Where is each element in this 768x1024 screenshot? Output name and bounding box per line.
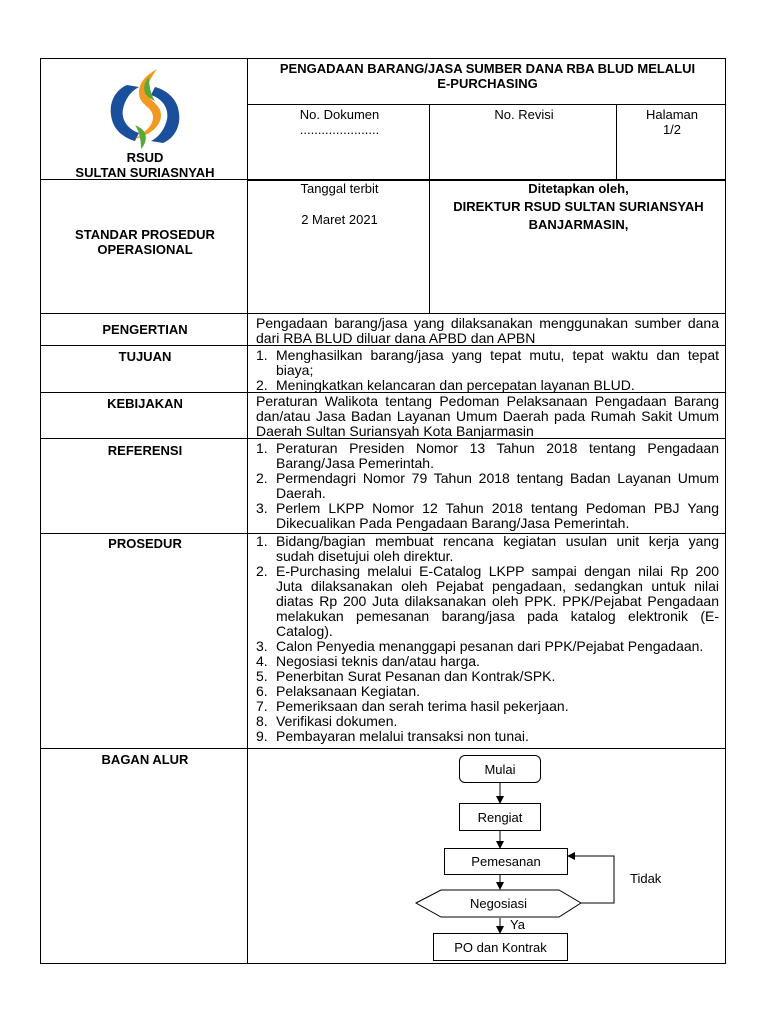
flow-node-po-kontrak: PO dan Kontrak [433, 933, 568, 961]
list-item-number: 7. [256, 698, 268, 714]
page-value: 1/2 [662, 122, 682, 137]
list-item-text: Pelaksanaan Kegiatan. [276, 683, 420, 699]
list-item-text: Calon Penyedia menanggapi pesanan dari PPK/Pejabat Pengadaan. [276, 638, 704, 654]
list-item-text: Verifikasi dokumen. [276, 713, 398, 729]
revision-label: No. Revisi [494, 107, 554, 122]
tujuan-list [252, 348, 719, 393]
bagan-alur-label-cell [40, 748, 248, 964]
list-item [252, 639, 719, 654]
prosedur-label-cell [40, 533, 248, 749]
list-item-number: 1. [256, 533, 268, 549]
flow-node-pemesanan: Pemesanan [444, 848, 568, 875]
page-cell [616, 104, 726, 181]
list-item-text: Negosiasi teknis dan/atau harga. [276, 653, 480, 669]
pengertian-label-cell [40, 313, 248, 346]
list-item-number: 2. [256, 563, 268, 579]
tujuan-label-cell [40, 345, 248, 393]
approval-line3: BANJARMASIN, [528, 217, 629, 232]
pengertian-text: Pengadaan barang/jasa yang dilaksanakan menggunakan sumber dana dari RBA BLUD diluar dana APBD dan APBN [256, 315, 719, 346]
list-item [252, 471, 719, 501]
list-item [252, 441, 719, 471]
flow-node-mulai: Mulai [459, 755, 541, 783]
list-item [252, 564, 719, 639]
list-item-text: Pemeriksaan dan serah terima hasil pekerjaan. [276, 698, 569, 714]
list-item-number: 2. [256, 377, 268, 393]
list-item [252, 684, 719, 699]
list-item [252, 714, 719, 729]
flow-label-ya: Ya [510, 917, 525, 932]
doc-title-line2: E-PURCHASING [437, 76, 538, 91]
sop-document [40, 58, 726, 964]
doc-title-line1: PENGADAAN BARANG/JASA SUMBER DANA RBA BLUD MELALUI [279, 61, 696, 76]
list-item-number: 6. [256, 683, 268, 699]
list-item-text: Menghasilkan barang/jasa yang tepat mutu, tepat waktu dan tepat biaya; [276, 347, 719, 378]
flow-node-rengiat: Rengiat [459, 803, 541, 831]
kebijakan-content-cell [247, 392, 726, 439]
pengertian-content-cell [247, 313, 726, 346]
approval-cell [429, 179, 726, 314]
org-name-line1: RSUD [126, 150, 164, 165]
list-item [252, 729, 719, 744]
list-item-text: Peraturan Presiden Nomor 13 Tahun 2018 tentang Pengadaan Barang/Jasa Pemerintah. [276, 440, 719, 471]
referensi-list [252, 441, 719, 531]
list-item-text: Bidang/bagian membuat rencana kegiatan usulan unit kerja yang sudah disetujui oleh direktur. [276, 533, 719, 564]
list-item-number: 5. [256, 668, 268, 684]
list-item-text: Perlem LKPP Nomor 12 Tahun 2018 tentang Pedoman PBJ Yang Dikecualikan Pada Pengadaan Barang/Jasa Pemerintah. [276, 500, 719, 531]
list-item-number: 1. [256, 440, 268, 456]
list-item-text: Penerbitan Surat Pesanan dan Kontrak/SPK. [276, 668, 556, 684]
approval-line1: Ditetapkan oleh, [528, 181, 629, 196]
pengertian-label: PENGERTIAN [102, 322, 188, 337]
doc-number-cell [247, 104, 430, 181]
kebijakan-label-cell [40, 392, 248, 439]
list-item-number: 3. [256, 638, 268, 654]
prosedur-label: PROSEDUR [108, 536, 182, 551]
list-item-number: 1. [256, 347, 268, 363]
issue-date-label: Tanggal terbit [300, 181, 379, 196]
bagan-alur-content-cell [247, 748, 726, 964]
list-item [252, 669, 719, 684]
kebijakan-label: KEBIJAKAN [107, 396, 183, 411]
list-item [252, 501, 719, 531]
tujuan-label: TUJUAN [118, 349, 172, 364]
doc-number-label: No. Dokumen [299, 107, 380, 122]
list-item-number: 3. [256, 500, 268, 516]
logo-cell [40, 58, 248, 180]
list-item-number: 9. [256, 728, 268, 744]
list-item-text: Permendagri Nomor 79 Tahun 2018 tentang Badan Layanan Umum Daerah. [276, 470, 719, 501]
issue-date-cell [247, 179, 430, 314]
sop-title-line2: OPERASIONAL [97, 242, 193, 257]
flow-node-negosiasi: Negosiasi [469, 896, 528, 911]
kebijakan-text: Peraturan Walikota tentang Pedoman Pelaksanaan Pengadaan Barang dan/atau Jasa Badan Layanan Umum Daerah pada Rumah Sakit Umum Daerah Sultan Suriansyah Kota Banjarmasin [256, 393, 719, 439]
sop-cell [40, 179, 248, 314]
page-label: Halaman [645, 107, 699, 122]
list-item-text: E-Purchasing melalui E-Catalog LKPP sampai dengan nilai Rp 200 Juta dilaksanakan oleh Pejabat pengadaan, sedangkan untuk nilai diatas Rp 200 Juta dilaksanakan oleh PPK. PPK/Pejabat Pengadaan melakukan pemesanan barang/jasa pada katalog elektronik (E-Catalog). [276, 563, 719, 639]
referensi-label: REFERENSI [107, 443, 183, 458]
rsud-logo [105, 67, 185, 161]
referensi-content-cell [247, 438, 726, 534]
list-item [252, 378, 719, 393]
bagan-alur-label: BAGAN ALUR [101, 752, 189, 767]
list-item-text: Pembayaran melalui transaksi non tunai. [276, 728, 529, 744]
list-item-text: Meningkatkan kelancaran dan percepatan layanan BLUD. [276, 377, 635, 393]
issue-date-value: 2 Maret 2021 [301, 212, 378, 227]
list-item [252, 654, 719, 669]
prosedur-content-cell [247, 533, 726, 749]
list-item-number: 4. [256, 653, 268, 669]
title-cell [247, 58, 726, 105]
list-item-number: 2. [256, 470, 268, 486]
revision-cell [429, 104, 617, 181]
list-item [252, 534, 719, 564]
list-item [252, 348, 719, 378]
approval-line2: DIREKTUR RSUD SULTAN SURIANSYAH [453, 199, 704, 214]
sop-title-line1: STANDAR PROSEDUR [75, 227, 215, 242]
referensi-label-cell [40, 438, 248, 534]
tujuan-content-cell [247, 345, 726, 393]
prosedur-list [252, 534, 719, 744]
list-item [252, 699, 719, 714]
org-name-line2: SULTAN SURIASNYAH [75, 165, 215, 180]
flow-label-tidak: Tidak [630, 871, 662, 886]
doc-number-value: ...................... [299, 122, 380, 137]
list-item-number: 8. [256, 713, 268, 729]
